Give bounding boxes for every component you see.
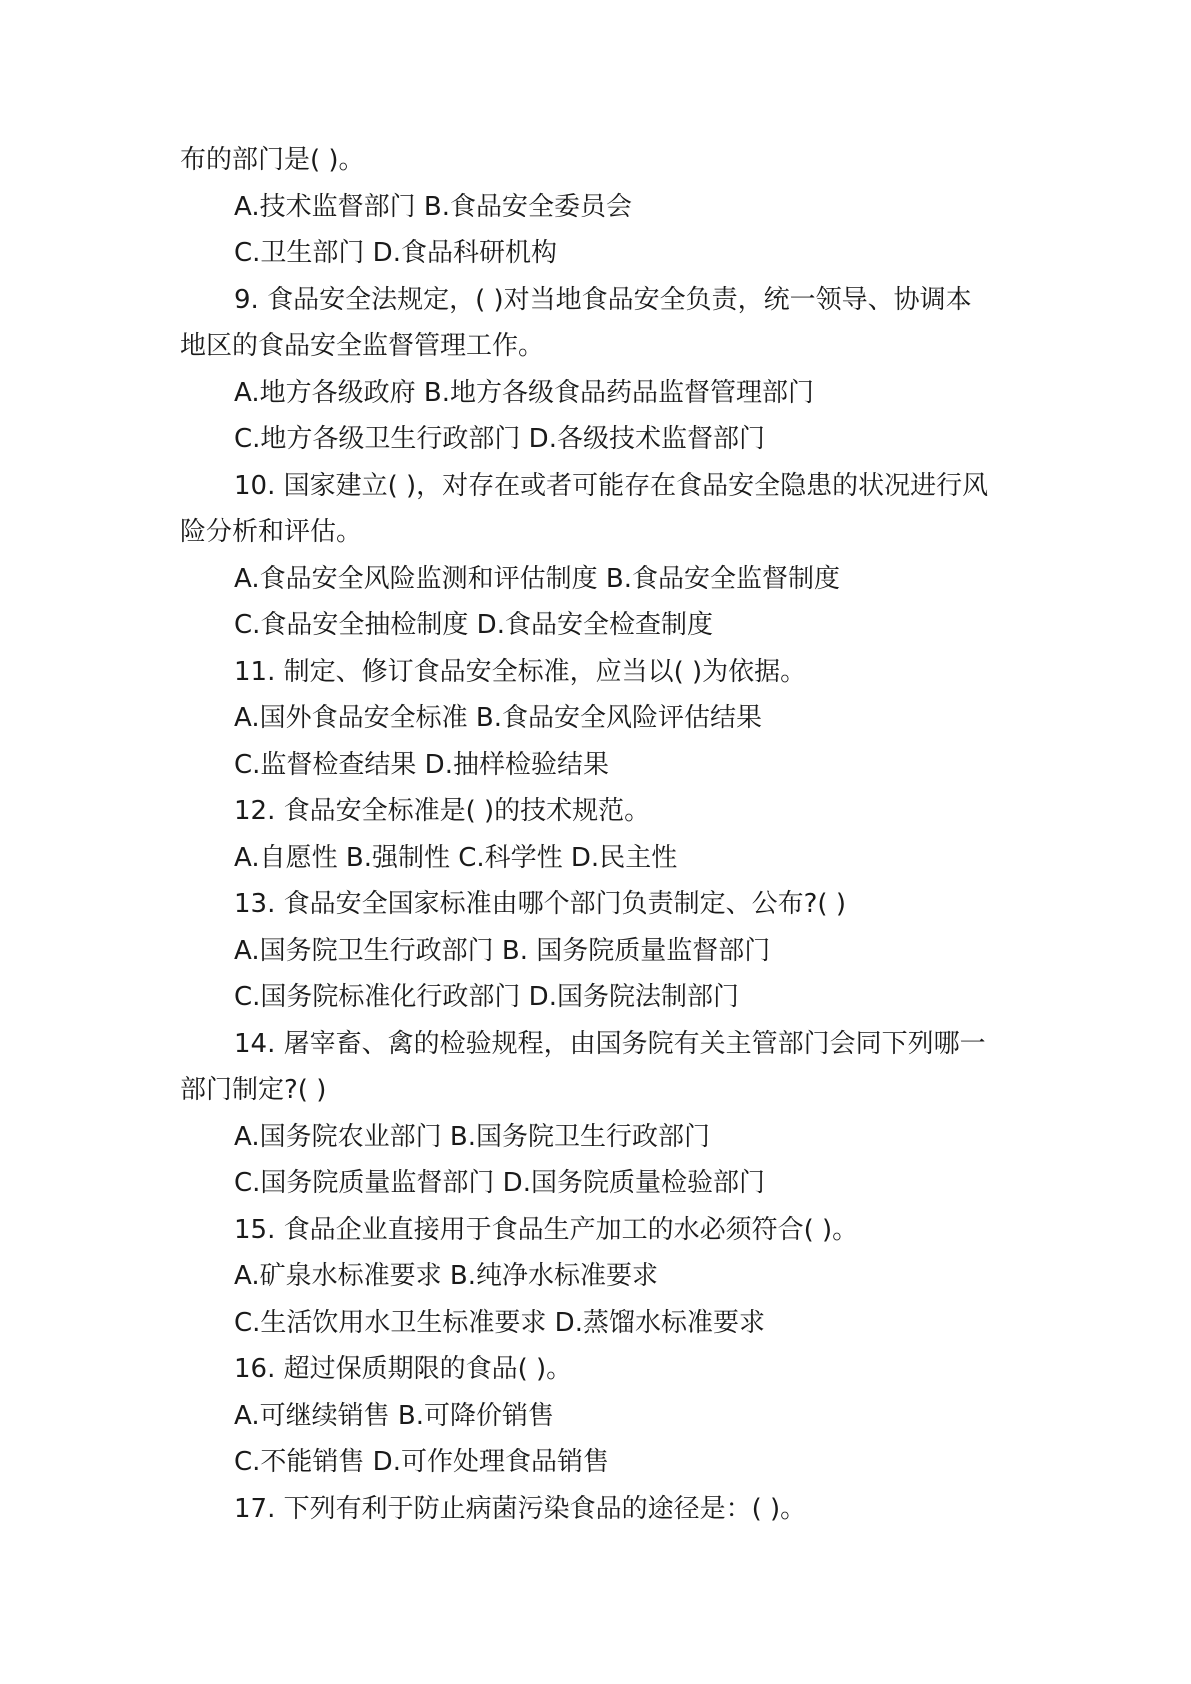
text-line: A.国务院农业部门 B.国务院卫生行政部门 bbox=[234, 1121, 710, 1152]
text-line: A.国外食品安全标准 B.食品安全风险评估结果 bbox=[234, 703, 762, 733]
text-line: 险分析和评估。 bbox=[180, 517, 363, 547]
text-line: A.可继续销售 B.可降价销售 bbox=[234, 1400, 554, 1431]
text-line: C.地方各级卫生行政部门 D.各级技术监督部门 bbox=[234, 424, 765, 454]
text-line: A.矿泉水标准要求 B.纯净水标准要求 bbox=[234, 1261, 658, 1291]
text-line: C.国务院质量监督部门 D.国务院质量检验部门 bbox=[234, 1168, 765, 1198]
question-9: 9. 食品安全法规定，( )对当地食品安全负责，统一领导、协调本 bbox=[234, 284, 972, 315]
text-line: 布的部门是( )。 bbox=[180, 145, 365, 175]
text-line: A.国务院卫生行政部门 B. 国务院质量监督部门 bbox=[234, 935, 771, 966]
text-line: A.技术监督部门 B.食品安全委员会 bbox=[234, 191, 632, 222]
text-line: A.地方各级政府 B.地方各级食品药品监督管理部门 bbox=[234, 377, 814, 408]
text-line: C.国务院标准化行政部门 D.国务院法制部门 bbox=[234, 982, 739, 1012]
text-line: C.监督检查结果 D.抽样检验结果 bbox=[234, 749, 609, 780]
text-line: C.食品安全抽检制度 D.食品安全检查制度 bbox=[234, 610, 713, 640]
question-11: 11. 制定、修订食品安全标准，应当以( )为依据。 bbox=[234, 656, 807, 687]
question-14: 14. 屠宰畜、禽的检验规程，由国务院有关主管部门会同下列哪一 bbox=[234, 1028, 986, 1059]
text-line: A.自愿性 B.强制性 C.科学性 D.民主性 bbox=[234, 842, 678, 873]
question-10: 10. 国家建立( )，对存在或者可能存在食品安全隐患的状况进行风 bbox=[234, 470, 989, 501]
question-13: 13. 食品安全国家标准由哪个部门负责制定、公布?( ) bbox=[234, 889, 846, 919]
text-line: C.不能销售 D.可作处理食品销售 bbox=[234, 1447, 609, 1477]
text-line: 地区的食品安全监督管理工作。 bbox=[180, 331, 545, 361]
question-12: 12. 食品安全标准是( )的技术规范。 bbox=[234, 796, 651, 826]
text-line: C.生活饮用水卫生标准要求 D.蒸馏水标准要求 bbox=[234, 1307, 765, 1338]
text-line: A.食品安全风险监测和评估制度 B.食品安全监督制度 bbox=[234, 563, 840, 594]
question-16: 16. 超过保质期限的食品( )。 bbox=[234, 1354, 573, 1384]
text-line: 部门制定?( ) bbox=[180, 1075, 327, 1105]
question-17: 17. 下列有利于防止病菌污染食品的途径是：( )。 bbox=[234, 1493, 807, 1524]
document-body bbox=[180, 137, 1015, 1532]
text-line: C.卫生部门 D.食品科研机构 bbox=[234, 238, 557, 268]
question-15: 15. 食品企业直接用于食品生产加工的水必须符合( )。 bbox=[234, 1214, 859, 1245]
